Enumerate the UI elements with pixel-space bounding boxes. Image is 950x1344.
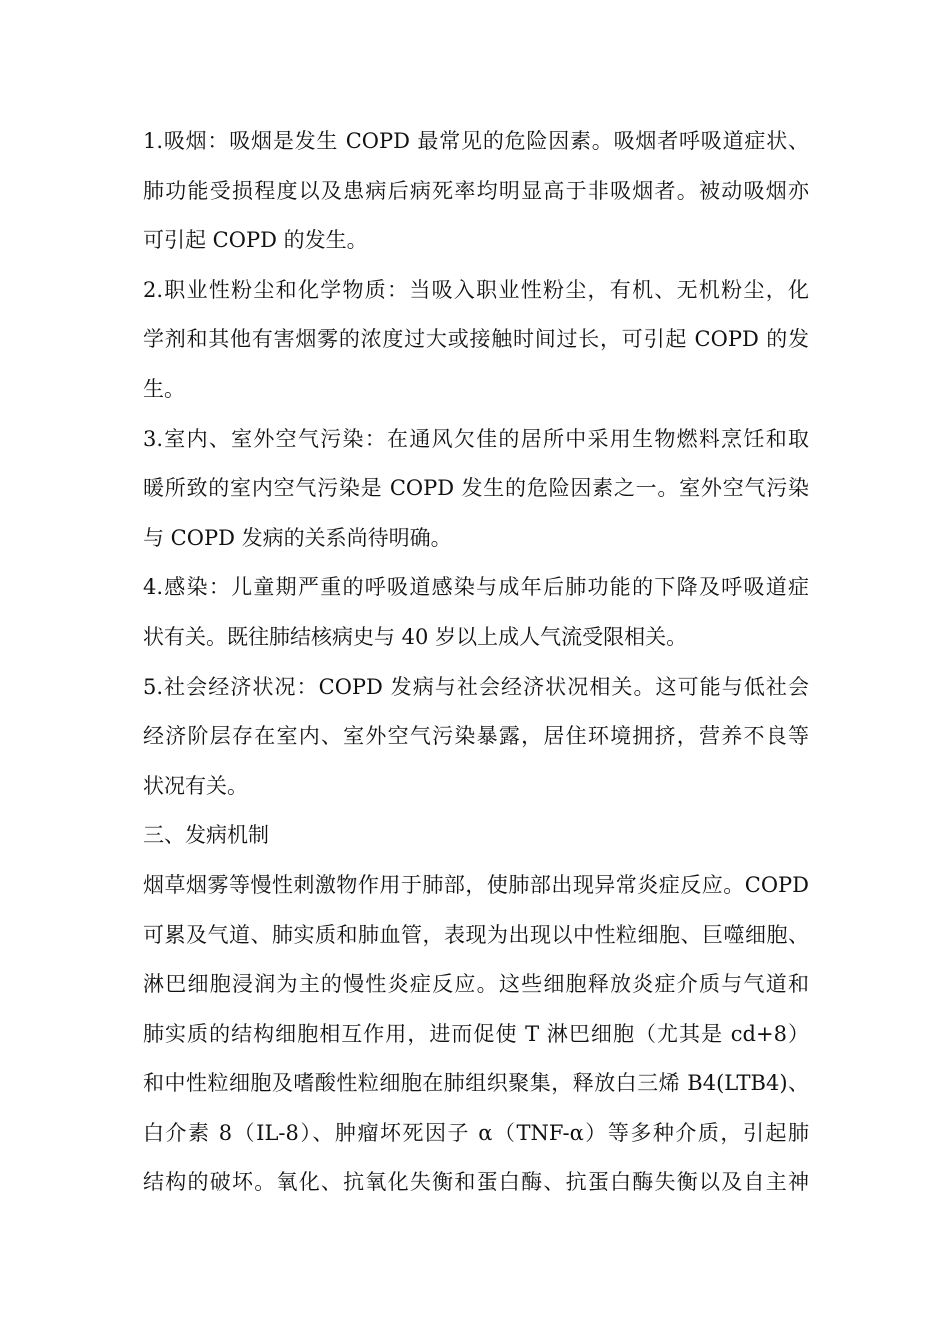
text-line: 学剂和其他有害烟雾的浓度过大或接触时间过长，可引起 COPD 的发 <box>143 327 809 352</box>
text-line: 肺实质的结构细胞相互作用，进而促使 T 淋巴细胞（尤其是 cd+8） <box>143 1021 809 1046</box>
risk-factor-socioeconomic <box>143 663 809 812</box>
section-heading: 三、发病机制 <box>143 823 269 848</box>
risk-factor-occupational <box>143 266 809 415</box>
text-line: 暖所致的室内空气污染是 COPD 发生的危险因素之一。室外空气污染 <box>143 476 809 501</box>
text-line: 可引起 COPD 的发生。 <box>143 228 368 253</box>
text-line: 烟草烟雾等慢性刺激物作用于肺部，使肺部出现异常炎症反应。COPD <box>143 872 809 897</box>
text-line: 可累及气道、肺实质和肺血管，表现为出现以中性粒细胞、巨噬细胞、 <box>143 922 809 947</box>
text-line: 1.吸烟：吸烟是发生 COPD 最常见的危险因素。吸烟者呼吸道症状、 <box>143 129 809 153</box>
text-line: 与 COPD 发病的关系尚待明确。 <box>143 525 452 550</box>
text-line: 和中性粒细胞及嗜酸性粒细胞在肺组织聚集，释放白三烯 B4(LTB4)、 <box>143 1071 809 1096</box>
text-line: 状况有关。 <box>143 773 248 798</box>
text-line: 经济阶层存在室内、室外空气污染暴露，居住环境拥挤，营养不良等 <box>143 724 809 749</box>
text-line: 2.职业性粉尘和化学物质：当吸入职业性粉尘，有机、无机粉尘，化 <box>143 277 809 302</box>
text-line: 5.社会经济状况：COPD 发病与社会经济状况相关。这可能与低社会 <box>143 674 809 699</box>
text-line: 生。 <box>143 376 185 401</box>
text-line: 结构的破坏。氧化、抗氧化失衡和蛋白酶、抗蛋白酶失衡以及自主神 <box>143 1170 809 1195</box>
text-line: 白介素 8（IL-8）、肿瘤坏死因子 α（TNF-α）等多种介质，引起肺 <box>143 1120 809 1145</box>
section-heading-pathogenesis <box>143 811 809 861</box>
risk-factor-smoking <box>143 117 809 266</box>
pathogenesis-paragraph <box>143 861 809 1208</box>
text-line: 淋巴细胞浸润为主的慢性炎症反应。这些细胞释放炎症介质与气道和 <box>143 972 809 997</box>
text-line: 状有关。既往肺结核病史与 40 岁以上成人气流受限相关。 <box>143 624 688 649</box>
text-line: 4.感染：儿童期严重的呼吸道感染与成年后肺功能的下降及呼吸道症 <box>143 575 809 600</box>
text-line: 肺功能受损程度以及患病后病死率均明显高于非吸烟者。被动吸烟亦 <box>143 178 809 203</box>
document-body <box>143 117 809 1208</box>
text-line: 3.室内、室外空气污染：在通风欠佳的居所中采用生物燃料烹饪和取 <box>143 426 809 451</box>
risk-factor-air-pollution <box>143 415 809 564</box>
risk-factor-infection <box>143 563 809 662</box>
